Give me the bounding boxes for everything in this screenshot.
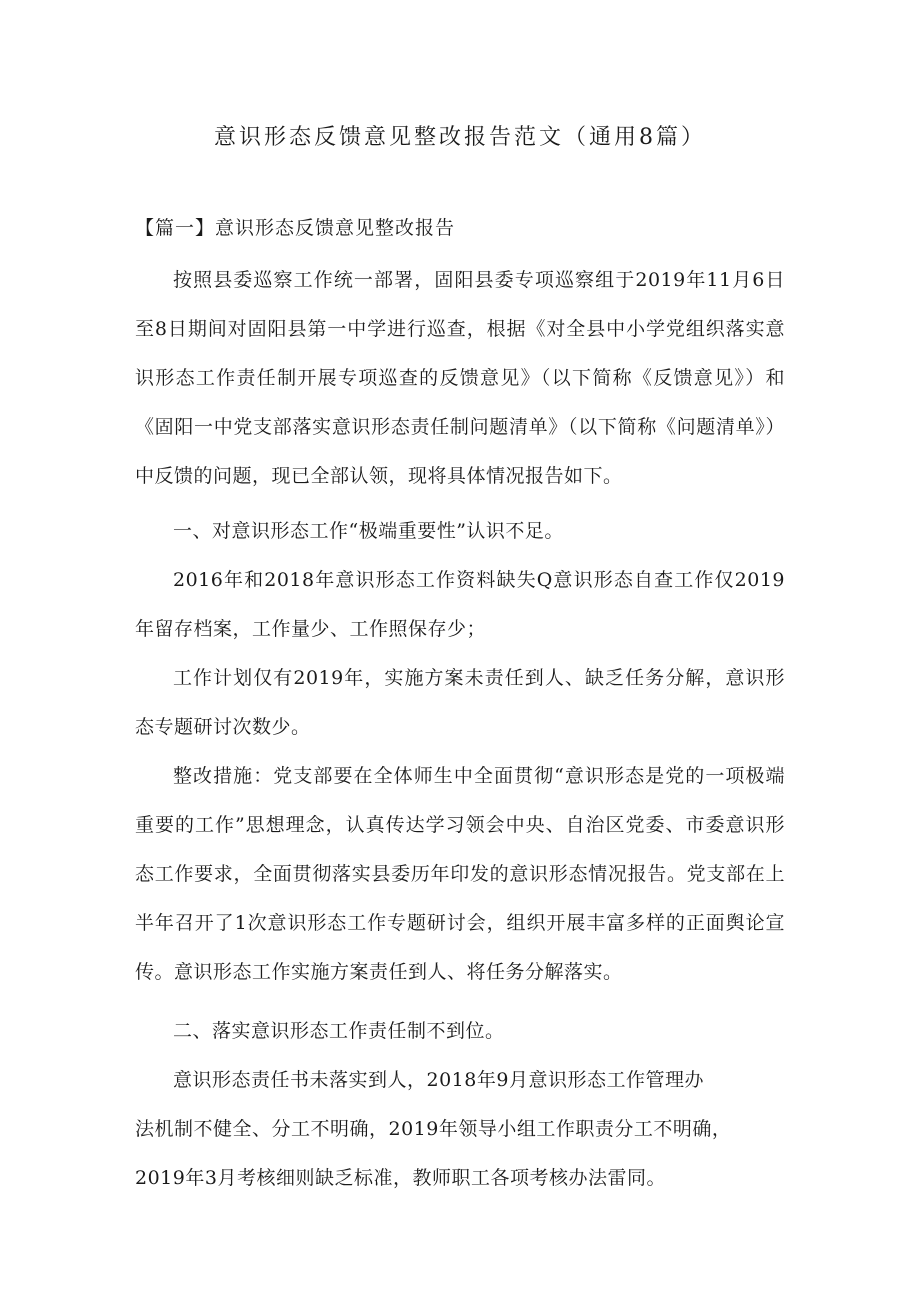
paragraph-responsibility (135, 1056, 785, 1203)
paragraph-intro: 按照县委巡察工作统一部署，固阳县委专项巡察组于2019年11月6日至8日期间对固阳县第一中学进行巡查，根据《对全县中小学党组织落实意识形态工作责任制开展专项巡查的反馈意见》（以下简称《反馈意见》）和《固阳一中党支部落实意识形态责任制问题清单》（以下简称《问题清单》）中反馈的问题，现已全部认领，现将具体情况报告如下。 (135, 269, 785, 487)
paragraph-work-plan: 工作计划仅有2019年，实施方案未责任到人、缺乏任务分解，意识形态专题研讨次数少。 (135, 667, 785, 738)
document-body (135, 256, 785, 1203)
paragraph-line: 意识形态责任书未落实到人，2018年9月意识形态工作管理办 (173, 1069, 704, 1091)
paragraph-rectification: 整改措施：党支部要在全体师生中全面贯彻“意识形态是党的一项极端重要的工作”思想理念，认真传达学习领会中央、自治区党委、市委意识形态工作要求，全面贯彻落实县委历年印发的意识形态情况报告。党支部在上半年召开了1次意识形态工作专题研讨会，组织开展丰富多样的正面舆论宣传。意识形态工作实施方案责任到人、将任务分解落实。 (135, 765, 785, 983)
paragraph-line: 法机制不健全、分工不明确，2019年领导小组工作职责分工不明确， (135, 1118, 732, 1140)
document-title: 意识形态反馈意见整改报告范文（通用8篇） (214, 125, 706, 150)
section-heading: 【篇一】意识形态反馈意见整改报告 (135, 217, 456, 239)
paragraph-materials: 2016年和2018年意识形态工作资料缺失Q意识形态自查工作仅2019年留存档案，工作量少、工作照保存少； (135, 569, 785, 640)
paragraph-heading-two: 二、落实意识形态工作责任制不到位。 (173, 1020, 505, 1042)
paragraph-line: 2019年3月考核细则缺乏标准，教师职工各项考核办法雷同。 (135, 1167, 666, 1189)
paragraph-heading-one: 一、对意识形态工作“极端重要性”认识不足。 (173, 520, 564, 542)
